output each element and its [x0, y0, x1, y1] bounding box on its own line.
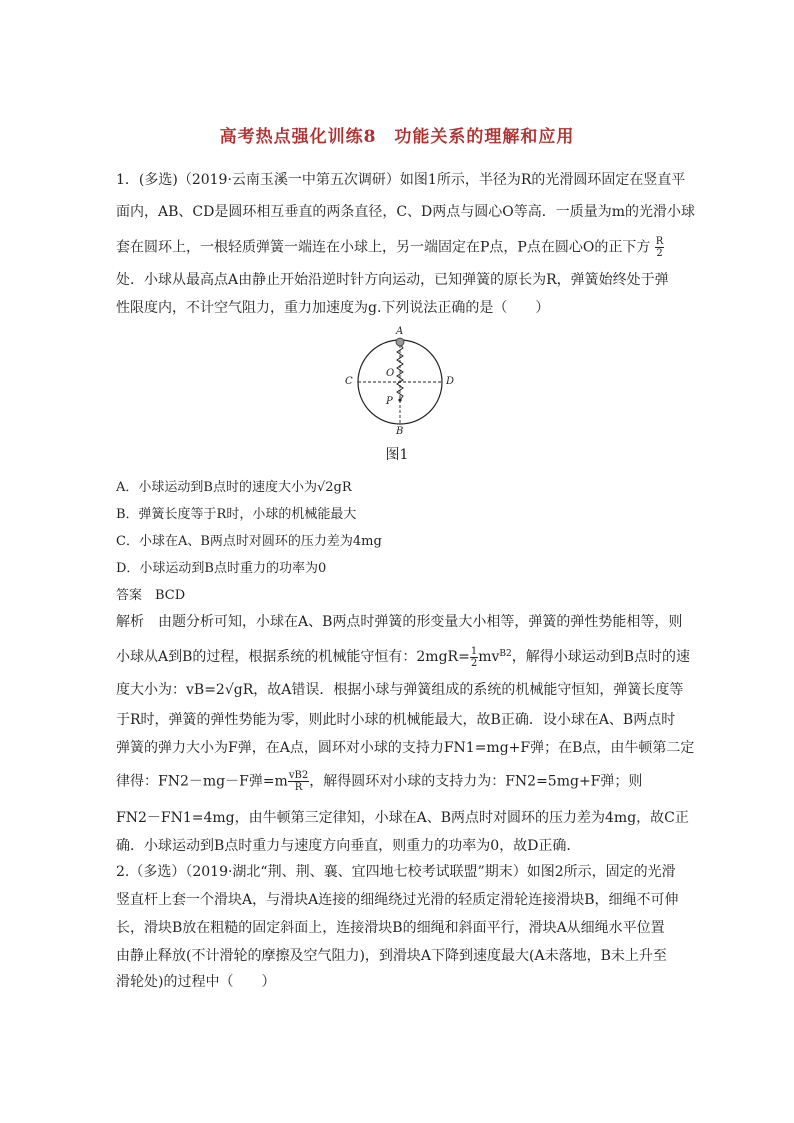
analysis-line-4: 于R时，弹簧的弹性势能为零，则此时小球的机械能最大，故B正确．设小球在A、B两点时: [116, 712, 676, 728]
analysis-line-2: [116, 644, 691, 669]
q1-frac-numerator: R: [655, 236, 664, 247]
q1-line-1: 1．(多选)（2019·云南玉溪一中第五次调研）如图1所示，半径为R的光滑圆环固定在竖直平: [116, 172, 686, 188]
option-a: A．小球运动到B点时的速度大小为√2gR: [116, 480, 352, 495]
q2-line-1: 2.（多选）（2019·湖北“荆、荆、襄、宜四地七校考试联盟”期末）如图2所示，固定的光滑: [116, 864, 676, 880]
q1-line-5: 性限度内，不计空气阻力，重力加速度为g.下列说法正确的是（ ）: [116, 300, 550, 316]
half-numerator: 1: [470, 645, 478, 657]
analysis-line-8: 确．小球运动到B点时重力与速度方向垂直，则重力的功率为0，故D正确．: [116, 838, 581, 854]
q1-line-3-text: 套在圆环上，一根轻质弹簧一端连在小球上，另一端固定在P点，P点在圆心O的正下方: [116, 239, 651, 256]
point-p: [398, 398, 401, 401]
label-d: D: [446, 376, 455, 387]
analysis-line-3: 度大小为：vB=2√gR，故A错误．根据小球与弹簧组成的系统的机械能守恒知，弹簧长度等: [116, 682, 684, 698]
label-b: B: [396, 426, 404, 437]
analysis-line-2-text-a: 小球从A到B的过程，根据系统的机械能守恒有：2mgR=: [116, 649, 470, 665]
option-b: B．弹簧长度等于R时，小球的机械能最大: [116, 507, 357, 522]
analysis-line-6-text-b: ，解得圆环对小球的支持力为：FN2=5mg+F弹；则: [309, 773, 643, 790]
answer-line: 答案 BCD: [116, 588, 186, 603]
analysis-line-6: [116, 770, 686, 793]
option-c: C．小球在A、B两点时对圆环的压力差为4mg: [116, 534, 382, 549]
analysis-fraction-vr: [288, 770, 309, 793]
label-a: A: [396, 326, 404, 337]
analysis-line-2-sup: B2: [499, 649, 512, 659]
analysis-line-5: 弹簧的弹力大小为F弹，在A点，圆环对小球的支持力FN1=mg+F弹；在B点，由牛顿第二定: [116, 740, 695, 756]
q1-frac-denominator: 2: [656, 248, 663, 259]
label-c: C: [345, 376, 353, 387]
half-denominator: 2: [470, 657, 478, 669]
figure-1-caption: 图1: [385, 447, 409, 463]
q2-line-3: 长，滑块B放在粗糙的固定斜面上，连接滑块B的细绳和斜面平行，滑块A从细绳水平位置: [116, 920, 665, 936]
vr-denominator: R: [294, 782, 303, 793]
q1-line-4: 处．小球从最高点A由静止开始沿逆时针方向运动，已知弹簧的原长为R，弹簧始终处于弹: [116, 272, 669, 288]
q1-line-3: [116, 236, 686, 259]
page-title: 高考热点强化训练8 功能关系的理解和应用: [219, 127, 575, 147]
q2-line-4: 由静止释放(不计滑轮的摩擦及空气阻力)，到滑块A下降到速度最大(A未落地，B未上升至: [116, 948, 667, 964]
analysis-line-6-text-a: 律得：FN2－mg－F弹=m: [116, 773, 288, 790]
q1-fraction: [655, 236, 665, 259]
q1-line-2: 面内，AB、CD是圆环相互垂直的两条直径，C、D两点与圆心O等高．一质量为m的光滑小球: [116, 204, 696, 220]
analysis-fraction-half: [470, 646, 478, 669]
label-p: P: [386, 396, 393, 407]
analysis-line-7: FN2－FN1=4mg，由牛顿第三定律知，小球在A、B两点时对圆环的压力差为4mg，故C正: [116, 810, 689, 826]
analysis-line-2-text-b: mv: [478, 649, 500, 665]
figure-1: [340, 326, 460, 440]
analysis-line-1: 解析 由题分析可知，小球在A、B两点时弹簧的形变量大小相等，弹簧的弹性势能相等，则: [116, 614, 683, 630]
vr-numerator: vB2: [288, 770, 309, 781]
label-o: O: [386, 368, 395, 379]
option-d: D．小球运动到B点时重力的功率为0: [116, 561, 327, 576]
analysis-line-2-text-c: ，解得小球运动到B点时的速: [511, 649, 691, 665]
q2-line-2: 竖直杆上套一个滑块A，与滑块A连接的细绳绕过光滑的轻质定滑轮连接滑块B，细绳不可伸: [116, 892, 679, 908]
ball: [396, 338, 404, 346]
q2-line-5: 滑轮处)的过程中（ ）: [116, 974, 276, 990]
circle-diagram: [340, 330, 460, 440]
